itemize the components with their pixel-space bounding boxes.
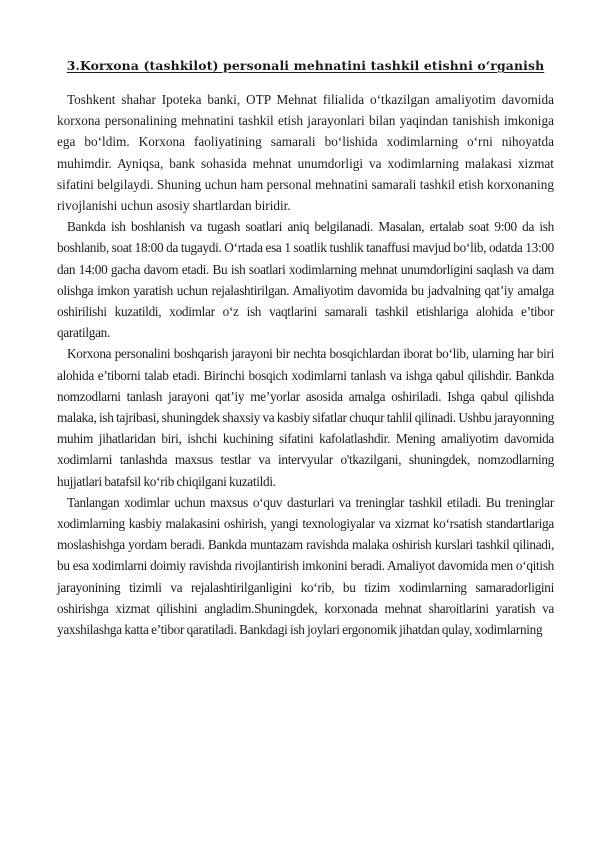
document-body [57, 89, 554, 640]
paragraph-internship-overview: Toshkent shahar Ipoteka banki, OTP Mehnat filialida o‘tkazilgan amaliyotim davomida korxona personalining mehnatini tashkil etish jarayonlari bilan yaqindan tanishish imkoniga ega bo‘ldim. Korxona faoliyatining samarali bo‘lishida xodimlarning o‘rni nihoyatda muhimdir. Ayniqsa, bank sohasida mehnat unumdorligi va xodimlarning malakasi xizmat sifatini belgilaydi. Shuning uchun ham personal mehnatini samarali tashkil etish korxonaning rivojlanishi uchun asosiy shartlardan biridir. [57, 92, 554, 214]
paragraph-personnel-selection: Korxona personalini boshqarish jarayoni bir nechta bosqichlardan iborat bo‘lib, ularning har biri alohida e’tiborni talab etadi. Birinchi bosqich xodimlarni tanlash va ishga qabul qilishdir. Bankda nomzodlarni tanlash jarayoni qat’iy me’yorlar asosida amalga oshiriladi. Ishga qabul qilishda malaka, ish tajribasi, shuningdek shaxsiy va kasbiy sifatlar chuqur tahlil qilinadi. Ushbu jarayonning muhim jihatlaridan biri, ishchi kuchining sifatini kafolatlashdir. Mening amaliyotim davomida xodimlarni tanlashda maxsus testlar va intervyular o'tkazilgani, shuningdek, nomzodlarning hujjatlari batafsil ko‘rib chiqilgani kuzatildi. [57, 346, 554, 489]
paragraph-working-hours: Bankda ish boshlanish va tugash soatlari aniq belgilanadi. Masalan, ertalab soat 9:00 da ish boshlanib, soat 18:00 da tugaydi. O‘rtada esa 1 soatlik tushlik tanaffusi mavjud bo‘lib, odatda 13:00 dan 14:00 gacha davom etadi. Bu ish soatlari xodimlarning mehnat unumdorligini saqlash va dam olishga imkon yaratish uchun rejalashtirilgan. Amaliyotim davomida bu jadvalning qat’iy amalga oshirilishi kuzatildi, xodimlar o‘z ish vaqtlarini samarali tashkil etishlariga alohida e’tibor qaratilgan. [57, 219, 554, 341]
section-title: 3.Korxona (tashkilot) personali mehnatini tashkil etishni o‘rganish [66, 58, 545, 73]
paragraph-training: Tanlangan xodimlar uchun maxsus o‘quv dasturlari va treninglar tashkil etiladi. Bu treninglar xodimlarning kasbiy malakasini oshirish, yangi texnologiyalar va xizmat ko‘rsatish standartlariga moslashishga yordam beradi. Bankda muntazam ravishda malaka oshirish kurslari tashkil qilinadi, bu esa xodimlarni doimiy ravishda rivojlantirish imkonini beradi. Amaliyot davomida men o‘qitish jarayonining tizimli va rejalashtirilganligini ko‘rib, bu tizim xodimlarning samaradorligini oshirishga xizmat qilishini angladim.Shuningdek, korxonada mehnat sharoitlarini yaratish va yaxshilashga katta e’tibor qaratiladi. Bankdagi ish joylari ergonomik jihatdan qulay, xodimlarning [57, 494, 554, 638]
